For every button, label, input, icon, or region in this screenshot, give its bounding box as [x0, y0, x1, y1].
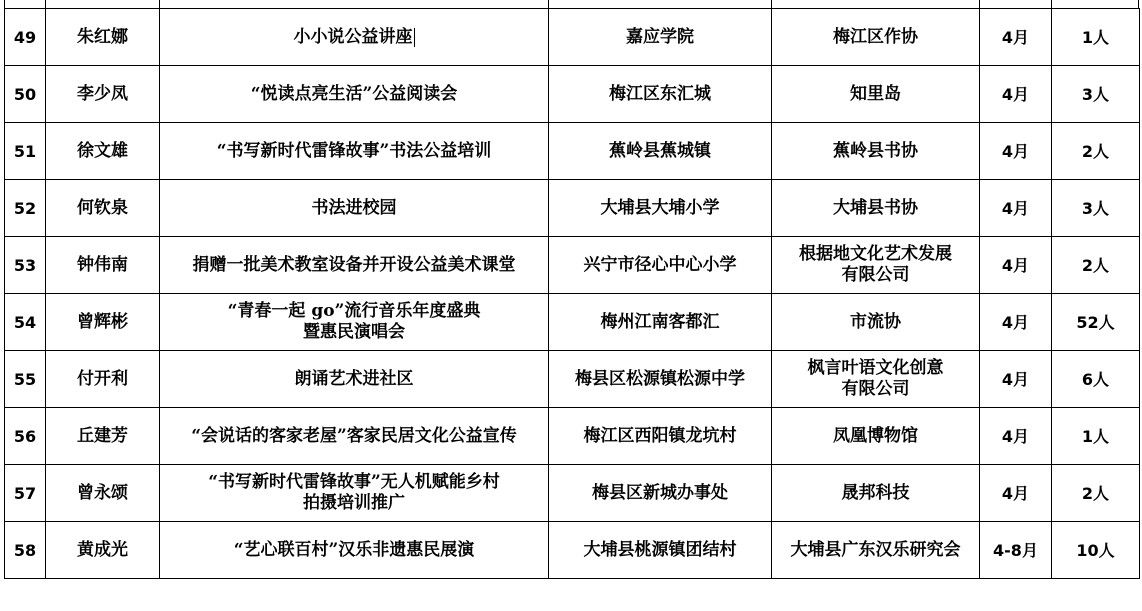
cell-name[interactable] [46, 522, 160, 579]
cell-name-text: 曾永颂 [77, 482, 128, 503]
cell-month[interactable] [980, 408, 1052, 465]
cell-place-text: 梅县区松源镇松源中学 [575, 368, 745, 389]
cell-month[interactable] [980, 9, 1052, 66]
cell-count[interactable] [1052, 9, 1140, 66]
cell-place-text: 大埔县桃源镇团结村 [583, 539, 737, 560]
cell-name[interactable] [46, 66, 160, 123]
cell-name[interactable] [46, 294, 160, 351]
cell-name-text: 李少凤 [77, 83, 128, 104]
activity-table [4, 8, 1140, 579]
cell-activity-line: “艺心联百村”汉乐非遗惠民展演 [233, 539, 475, 560]
cell-organizer-line: 大埔县广东汉乐研究会 [790, 539, 961, 560]
cell-organizer-line: 知里岛 [850, 83, 901, 104]
cell-month-text: 4月 [1001, 198, 1030, 218]
cell-count[interactable] [1052, 237, 1140, 294]
cell-name-text: 曾辉彬 [77, 311, 128, 332]
cell-number-text: 54 [13, 312, 37, 332]
cell-month[interactable] [980, 465, 1052, 522]
cell-number-text: 56 [13, 426, 37, 446]
cell-activity[interactable] [160, 522, 549, 579]
cell-place-text: 大埔县大埔小学 [600, 197, 720, 218]
table-row [5, 9, 1140, 66]
cell-number-text: 57 [13, 483, 37, 503]
cell-number[interactable] [5, 180, 46, 237]
cell-month-text: 4月 [1001, 369, 1030, 389]
table-row [5, 237, 1140, 294]
column-divider [1051, 0, 1052, 8]
cell-count-text: 1人 [1081, 27, 1110, 47]
cell-count-text: 52人 [1076, 312, 1115, 332]
cell-activity-line: “青春一起 go”流行音乐年度盛典 [227, 301, 481, 321]
cell-month-text: 4月 [1001, 27, 1030, 47]
cell-number-text: 51 [13, 141, 37, 161]
cell-place[interactable] [549, 294, 772, 351]
cell-number[interactable] [5, 237, 46, 294]
cell-organizer[interactable] [772, 237, 980, 294]
cell-organizer-line: 大埔县书协 [833, 197, 918, 218]
cell-place[interactable] [549, 123, 772, 180]
cell-organizer-line: 蕉岭县书协 [833, 140, 918, 161]
cell-number-text: 52 [13, 198, 37, 218]
cell-count[interactable] [1052, 408, 1140, 465]
cell-count[interactable] [1052, 465, 1140, 522]
cell-organizer-line: 晟邦科技 [841, 482, 910, 503]
cell-organizer-line: 凤凰博物馆 [833, 425, 918, 446]
cell-count[interactable] [1052, 351, 1140, 408]
column-divider [45, 0, 46, 8]
column-divider [771, 0, 772, 8]
cell-place[interactable] [549, 465, 772, 522]
cell-number-text: 49 [13, 27, 37, 47]
cell-number[interactable] [5, 408, 46, 465]
table-row [5, 408, 1140, 465]
cell-month-text: 4月 [1001, 483, 1030, 503]
cell-activity[interactable] [160, 123, 549, 180]
table-body [5, 9, 1140, 579]
cell-name[interactable] [46, 351, 160, 408]
column-divider [548, 0, 549, 8]
cell-place[interactable] [549, 9, 772, 66]
cell-place[interactable] [549, 66, 772, 123]
cell-place[interactable] [549, 408, 772, 465]
cell-number-text: 53 [13, 255, 37, 275]
cell-organizer-line: 枫言叶语文化创意 [807, 358, 944, 378]
column-divider [4, 0, 5, 8]
cell-number[interactable] [5, 294, 46, 351]
cell-organizer[interactable] [772, 294, 980, 351]
table-top-edge [4, 0, 1139, 8]
cell-number[interactable] [5, 465, 46, 522]
cell-number-text: 50 [13, 84, 37, 104]
cell-activity[interactable] [160, 237, 549, 294]
cell-count-text: 2人 [1081, 483, 1110, 503]
cell-organizer[interactable] [772, 522, 980, 579]
table-row [5, 294, 1140, 351]
cell-place-text: 兴宁市径心中心小学 [583, 254, 737, 275]
cell-count-text: 6人 [1081, 369, 1110, 389]
cell-month-text: 4月 [1001, 426, 1030, 446]
cell-count-text: 3人 [1081, 84, 1110, 104]
cell-name[interactable] [46, 9, 160, 66]
cell-count[interactable] [1052, 180, 1140, 237]
cell-activity-line: 拍摄培训推广 [303, 493, 405, 513]
cell-month-text: 4-8月 [993, 540, 1038, 560]
cell-activity[interactable] [160, 465, 549, 522]
cell-activity-line: “书写新时代雷锋故事”书法公益培训 [216, 140, 492, 161]
cell-month[interactable] [980, 522, 1052, 579]
cell-activity-line: “书写新时代雷锋故事”无人机赋能乡村 [208, 472, 500, 492]
cell-name-text: 徐文雄 [77, 140, 128, 161]
cell-activity-line: 捐赠一批美术教室设备并开设公益美术课堂 [192, 254, 516, 275]
cell-place-text: 嘉应学院 [626, 26, 694, 47]
cell-organizer-line: 市流协 [850, 311, 901, 332]
cell-organizer[interactable] [772, 465, 980, 522]
table-row [5, 351, 1140, 408]
cell-number-text: 58 [13, 540, 37, 560]
column-divider [1138, 0, 1139, 8]
cell-month-text: 4月 [1001, 141, 1030, 161]
cell-activity[interactable] [160, 9, 549, 66]
cell-month[interactable] [980, 294, 1052, 351]
cell-place-text: 梅江区东汇城 [609, 83, 711, 104]
cell-place[interactable] [549, 180, 772, 237]
cell-month[interactable] [980, 66, 1052, 123]
cell-place[interactable] [549, 351, 772, 408]
cell-number[interactable] [5, 123, 46, 180]
text-cursor [414, 28, 415, 47]
column-divider [979, 0, 980, 8]
cell-organizer-line: 梅江区作协 [833, 26, 918, 47]
cell-month[interactable] [980, 123, 1052, 180]
cell-count[interactable] [1052, 294, 1140, 351]
cell-count[interactable] [1052, 123, 1140, 180]
cell-month-text: 4月 [1001, 312, 1030, 332]
cell-name-text: 钟伟南 [77, 254, 128, 275]
cell-place-text: 蕉岭县蕉城镇 [609, 140, 711, 161]
cell-count-text: 1人 [1081, 426, 1110, 446]
cell-organizer-line: 根据地文化艺术发展 [799, 244, 952, 264]
cell-place[interactable] [549, 237, 772, 294]
cell-name-text: 何钦泉 [77, 197, 128, 218]
cell-organizer-line: 有限公司 [841, 265, 910, 285]
cell-month[interactable] [980, 237, 1052, 294]
cell-number[interactable] [5, 522, 46, 579]
cell-month[interactable] [980, 351, 1052, 408]
cell-place-text: 梅州江南客都汇 [600, 311, 720, 332]
cell-month-text: 4月 [1001, 84, 1030, 104]
cell-count[interactable] [1052, 522, 1140, 579]
cell-activity[interactable] [160, 294, 549, 351]
cell-activity[interactable] [160, 351, 549, 408]
cell-organizer[interactable] [772, 66, 980, 123]
cell-organizer[interactable] [772, 180, 980, 237]
cell-activity[interactable] [160, 180, 549, 237]
cell-organizer[interactable] [772, 123, 980, 180]
table-row [5, 522, 1140, 579]
cell-number[interactable] [5, 351, 46, 408]
cell-organizer[interactable] [772, 408, 980, 465]
cell-name[interactable] [46, 465, 160, 522]
cell-name-text: 黄成光 [77, 539, 128, 560]
cell-count[interactable] [1052, 66, 1140, 123]
cell-activity-line: “悦读点亮生活”公益阅读会 [250, 83, 458, 104]
cell-name[interactable] [46, 237, 160, 294]
table-row [5, 123, 1140, 180]
column-divider [159, 0, 160, 8]
cell-activity-line: 暨惠民演唱会 [303, 322, 405, 342]
cell-number[interactable] [5, 9, 46, 66]
cell-place-text: 梅县区新城办事处 [592, 482, 728, 503]
cell-organizer[interactable] [772, 351, 980, 408]
cell-activity-line: 书法进校园 [311, 197, 397, 218]
cell-name[interactable] [46, 180, 160, 237]
cell-month-text: 4月 [1001, 255, 1030, 275]
cell-name[interactable] [46, 123, 160, 180]
cell-count-text: 3人 [1081, 198, 1110, 218]
cell-name-text: 丘建芳 [77, 425, 128, 446]
cell-count-text: 2人 [1081, 255, 1110, 275]
cell-activity[interactable] [160, 66, 549, 123]
cell-name-text: 朱红娜 [77, 26, 128, 47]
cell-activity-line: “会说话的客家老屋”客家民居文化公益宣传 [191, 425, 517, 446]
cell-place-text: 梅江区西阳镇龙坑村 [583, 425, 737, 446]
cell-activity[interactable] [160, 408, 549, 465]
cell-organizer-line: 有限公司 [841, 379, 910, 399]
cell-activity-line: 小小说公益讲座 [293, 26, 413, 47]
table-row [5, 66, 1140, 123]
cell-name[interactable] [46, 408, 160, 465]
cell-count-text: 10人 [1076, 540, 1115, 560]
cell-month[interactable] [980, 180, 1052, 237]
cell-place[interactable] [549, 522, 772, 579]
cell-organizer[interactable] [772, 9, 980, 66]
cell-activity-line: 朗诵艺术进社区 [294, 368, 414, 389]
cell-count-text: 2人 [1081, 141, 1110, 161]
table-row [5, 465, 1140, 522]
cell-name-text: 付开利 [77, 368, 128, 389]
cell-number-text: 55 [13, 369, 37, 389]
cell-number[interactable] [5, 66, 46, 123]
table-row [5, 180, 1140, 237]
